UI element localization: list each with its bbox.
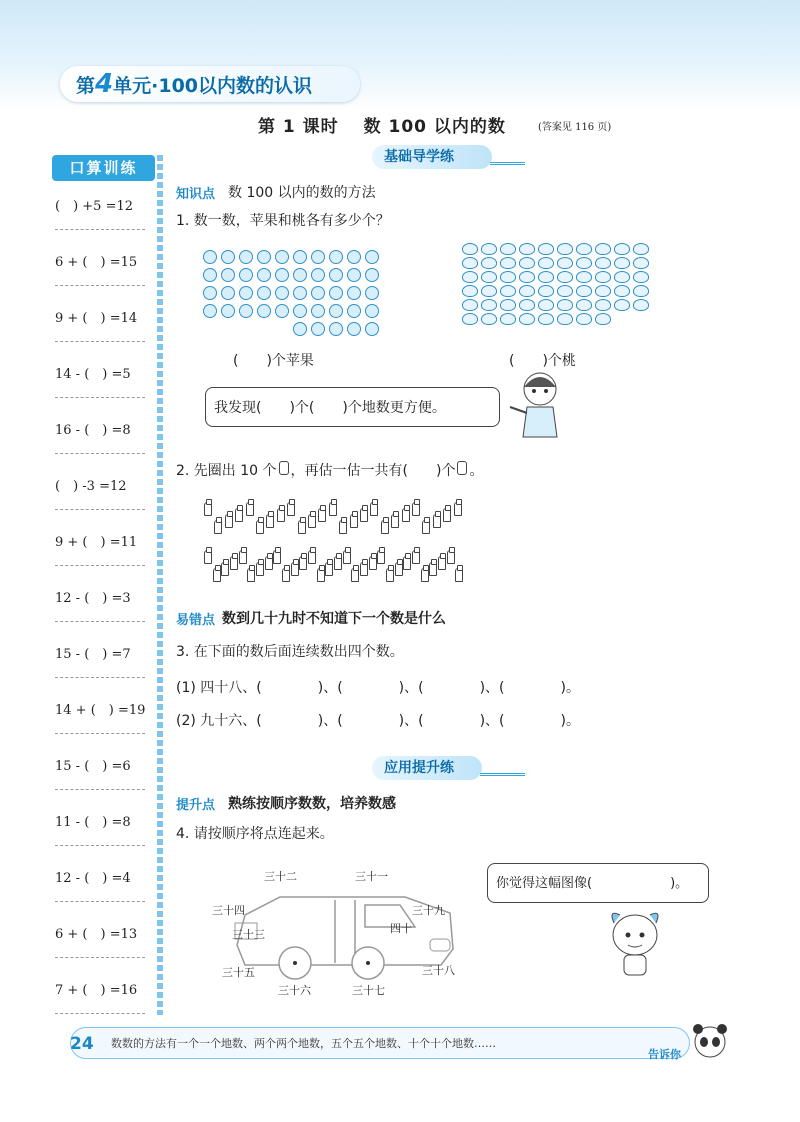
apple-icon <box>365 268 379 282</box>
apple-icon <box>275 304 289 318</box>
point-label: 三十九 <box>412 904 445 917</box>
basic-section-banner: 基础导学练 <box>372 145 492 169</box>
apple-icon <box>347 286 361 300</box>
oral-item: ( ) +5 =12 <box>55 199 134 214</box>
oral-item: 14 - ( ) =5 <box>55 367 131 382</box>
apple-icon <box>203 250 217 264</box>
bottle-icon <box>279 461 289 475</box>
peach-icon <box>614 299 630 311</box>
peach-icon <box>576 271 592 283</box>
peach-icon <box>538 243 554 255</box>
bottle-icon <box>369 556 377 570</box>
error-tag: 易错点 <box>176 613 216 628</box>
improve-text: 熟练按顺序数数，培养数感 <box>228 796 396 812</box>
bottle-icon <box>213 568 221 582</box>
bottle-icon <box>299 556 307 570</box>
apple-icon <box>203 268 217 282</box>
bottle-icon <box>447 550 455 564</box>
peach-icon <box>500 257 516 269</box>
peaches-answer: ( )个桃 <box>509 353 576 369</box>
apple-grid <box>203 250 383 340</box>
apple-icon <box>347 250 361 264</box>
oral-item: 7 + ( ) =16 <box>55 983 138 998</box>
peach-icon <box>614 271 630 283</box>
peach-icon <box>633 257 649 269</box>
peach-icon <box>557 243 573 255</box>
peach-icon <box>481 313 497 325</box>
point-label: 三十五 <box>222 966 255 979</box>
peach-icon <box>462 271 478 283</box>
bottle-icon <box>454 502 462 516</box>
oral-item: 9 + ( ) =11 <box>55 535 138 550</box>
bottle-icon <box>308 550 316 564</box>
peach-icon <box>519 271 535 283</box>
question-2-part-a: 2. 先圈出 10 个 <box>176 463 277 479</box>
question-4: 4. 请按顺序将点连起来。 <box>176 826 334 842</box>
bottle-icon <box>443 508 451 522</box>
apple-icon <box>239 268 253 282</box>
peach-icon <box>557 271 573 283</box>
bottle-icon <box>265 556 273 570</box>
peach-icon <box>500 313 516 325</box>
bottle-icon <box>386 568 394 582</box>
peach-grid <box>462 243 652 327</box>
question-3-item-1: (1) 四十八、( )、( )、( )、( )。 <box>176 680 580 696</box>
apple-icon <box>329 268 343 282</box>
apple-icon <box>221 268 235 282</box>
apple-icon <box>257 268 271 282</box>
apple-icon <box>293 250 307 264</box>
oral-separator <box>55 789 145 790</box>
peach-icon <box>557 313 573 325</box>
apple-icon <box>311 322 325 336</box>
peach-icon <box>462 299 478 311</box>
bottle-icon <box>291 562 299 576</box>
apple-icon <box>293 286 307 300</box>
unit-banner <box>60 66 360 102</box>
apple-icon <box>311 304 325 318</box>
peach-icon <box>481 285 497 297</box>
apple-icon <box>347 304 361 318</box>
bottle-icon <box>422 520 430 534</box>
apple-icon <box>221 250 235 264</box>
bottle-icon <box>429 562 437 576</box>
apple-icon <box>239 304 253 318</box>
question-2 <box>176 460 483 480</box>
apple-icon <box>347 322 361 336</box>
peach-icon <box>538 285 554 297</box>
oral-separator <box>55 901 145 902</box>
bottle-icon <box>391 514 399 528</box>
peach-icon <box>576 313 592 325</box>
peach-icon <box>557 285 573 297</box>
apple-icon <box>329 250 343 264</box>
unit-title: 100以内数的认识 <box>158 75 313 97</box>
oral-separator <box>55 341 145 342</box>
error-text: 数到几十九时不知道下一个数是什么 <box>222 611 446 627</box>
unit-prefix: 第 <box>76 75 96 97</box>
bottle-icon <box>360 562 368 576</box>
apple-icon <box>311 250 325 264</box>
bottle-icon <box>277 508 285 522</box>
peach-icon <box>576 285 592 297</box>
bottle-icon <box>318 508 326 522</box>
bottle-icon <box>256 562 264 576</box>
apple-icon <box>365 304 379 318</box>
oral-training-title: 口算训练 <box>52 155 155 181</box>
oral-separator <box>55 677 145 678</box>
oral-item: 16 - ( ) =8 <box>55 423 131 438</box>
answer-bubble: 你觉得这幅图像( )。 <box>487 863 709 903</box>
oral-separator <box>55 733 145 734</box>
peach-icon <box>633 243 649 255</box>
oral-separator <box>55 509 145 510</box>
apple-icon <box>275 268 289 282</box>
bottle-icon <box>204 502 212 516</box>
question-1: 1. 数一数，苹果和桃各有多少个？ <box>176 213 390 229</box>
apple-icon <box>365 322 379 336</box>
bottle-icon <box>214 520 222 534</box>
banner-tail <box>490 148 525 165</box>
peach-icon <box>595 243 611 255</box>
oral-item: 12 - ( ) =4 <box>55 871 131 886</box>
apple-icon <box>329 322 343 336</box>
panda-icon <box>690 1020 730 1064</box>
bottle-icon <box>455 568 463 582</box>
peach-icon <box>557 299 573 311</box>
oral-separator <box>55 453 145 454</box>
oral-separator <box>55 957 145 958</box>
bottle-icon <box>287 502 295 516</box>
peach-icon <box>519 257 535 269</box>
bottle-icon <box>221 562 229 576</box>
oral-separator <box>55 565 145 566</box>
apple-icon <box>257 304 271 318</box>
peach-icon <box>595 313 611 325</box>
unit-suffix: 单元 <box>113 75 152 97</box>
question-3-item-2: (2) 九十六、( )、( )、( )、( )。 <box>176 713 580 729</box>
apple-icon <box>293 304 307 318</box>
peach-icon <box>538 313 554 325</box>
oral-item: ( ) -3 =12 <box>55 479 127 494</box>
peach-icon <box>481 271 497 283</box>
apple-icon <box>239 286 253 300</box>
peach-icon <box>595 257 611 269</box>
question-2-part-c: 。 <box>469 463 484 479</box>
peach-icon <box>595 285 611 297</box>
oral-item: 12 - ( ) =3 <box>55 591 131 606</box>
improve-tag: 提升点 <box>176 798 216 813</box>
bottle-icon <box>334 556 342 570</box>
bottle-icon <box>412 502 420 516</box>
apple-icon <box>275 286 289 300</box>
bottle-icon <box>377 550 385 564</box>
oral-item: 15 - ( ) =7 <box>55 647 131 662</box>
apple-icon <box>257 250 271 264</box>
apply-section-banner: 应用提升练 <box>372 756 482 780</box>
oral-separator <box>55 229 145 230</box>
peach-icon <box>500 271 516 283</box>
apple-icon <box>329 286 343 300</box>
peach-icon <box>614 285 630 297</box>
peach-icon <box>462 313 478 325</box>
peach-icon <box>462 285 478 297</box>
bottle-icon <box>235 508 243 522</box>
peach-icon <box>481 299 497 311</box>
page-number: 24 <box>70 1034 94 1054</box>
peach-icon <box>500 285 516 297</box>
apple-icon <box>257 286 271 300</box>
bottle-icon <box>350 514 358 528</box>
peach-icon <box>538 271 554 283</box>
unit-number: 4 <box>95 69 114 99</box>
apple-icon <box>221 304 235 318</box>
tell-you-label: 告诉你 <box>648 1048 681 1061</box>
question-3: 3. 在下面的数后面连续数出四个数。 <box>176 644 404 660</box>
oral-separator <box>55 285 145 286</box>
bottle-icon <box>282 568 290 582</box>
apple-icon <box>311 268 325 282</box>
oral-separator <box>55 1013 145 1014</box>
peach-icon <box>500 243 516 255</box>
peach-icon <box>633 271 649 283</box>
column-divider <box>157 155 163 1015</box>
bottle-icon <box>256 520 264 534</box>
peach-icon <box>614 257 630 269</box>
bottle-icon <box>402 508 410 522</box>
peach-icon <box>557 257 573 269</box>
peach-icon <box>576 257 592 269</box>
bottle-icon <box>343 550 351 564</box>
banner-tail <box>480 759 525 776</box>
peach-icon <box>519 299 535 311</box>
bottle-icon <box>351 568 359 582</box>
peach-icon <box>519 243 535 255</box>
apple-icon <box>329 304 343 318</box>
point-label: 三十一 <box>355 870 388 883</box>
bottle-icon <box>204 550 212 564</box>
question-2-part-b: ，再估一估一共有( )个 <box>290 463 456 479</box>
point-label: 三十四 <box>212 904 245 917</box>
apple-icon <box>347 268 361 282</box>
apple-icon <box>293 322 307 336</box>
peach-icon <box>576 299 592 311</box>
peach-icon <box>595 271 611 283</box>
bottle-icon <box>360 508 368 522</box>
oral-separator <box>55 845 145 846</box>
peach-icon <box>633 299 649 311</box>
bottle-icon <box>433 514 441 528</box>
oral-item: 15 - ( ) =6 <box>55 759 131 774</box>
peach-icon <box>538 257 554 269</box>
oral-separator <box>55 397 145 398</box>
oral-separator <box>55 621 145 622</box>
bottle-icon <box>370 502 378 516</box>
oral-item: 11 - ( ) =8 <box>55 815 131 830</box>
peach-icon <box>462 243 478 255</box>
peach-icon <box>614 243 630 255</box>
peach-icon <box>462 257 478 269</box>
bottle-icon <box>230 556 238 570</box>
apple-icon <box>221 286 235 300</box>
bottle-icon <box>421 568 429 582</box>
footer-tip-bar: 数数的方法有一个一个地数、两个两个地数，五个五个地数、十个十个地数…… <box>70 1027 690 1059</box>
bottle-icon <box>329 502 337 516</box>
bottle-icon <box>308 514 316 528</box>
bottle-icon <box>339 520 347 534</box>
bottle-icon <box>412 550 420 564</box>
bottle-icon <box>246 502 254 516</box>
unit-dot: · <box>151 75 159 97</box>
lesson-title: 第 1 课时 数 100 以内的数 <box>258 117 506 137</box>
point-label: 三十三 <box>232 928 265 941</box>
peach-icon <box>500 299 516 311</box>
bottle-icon <box>247 568 255 582</box>
peach-icon <box>633 285 649 297</box>
oral-item: 6 + ( ) =13 <box>55 927 138 942</box>
girl-illustration <box>505 367 565 439</box>
bottle-icon <box>298 520 306 534</box>
bottle-icon <box>395 562 403 576</box>
peach-icon <box>595 299 611 311</box>
knowledge-text: 数 100 以内的数的方法 <box>228 185 376 201</box>
peach-icon <box>538 299 554 311</box>
goat-illustration <box>600 905 670 980</box>
bottle-icon <box>403 556 411 570</box>
peach-icon <box>576 243 592 255</box>
point-label: 四十 <box>390 922 412 935</box>
apple-icon <box>203 304 217 318</box>
peach-icon <box>481 243 497 255</box>
knowledge-tag: 知识点 <box>176 187 216 202</box>
point-label: 三十七 <box>352 984 385 997</box>
answer-reference: (答案见 116 页) <box>538 122 612 133</box>
bottle-icon <box>381 520 389 534</box>
apple-icon <box>275 250 289 264</box>
apples-answer: ( )个苹果 <box>233 353 314 369</box>
apple-icon <box>365 286 379 300</box>
peach-icon <box>481 257 497 269</box>
point-label: 三十六 <box>278 984 311 997</box>
apple-icon <box>311 286 325 300</box>
bottle-icon <box>457 461 467 475</box>
peach-icon <box>519 313 535 325</box>
bottle-icon <box>273 550 281 564</box>
apple-icon <box>203 286 217 300</box>
point-label: 三十二 <box>264 870 297 883</box>
bottle-cluster <box>200 492 470 587</box>
apple-icon <box>239 250 253 264</box>
oral-item: 14 + ( ) =19 <box>55 703 146 718</box>
point-label: 三十八 <box>422 964 455 977</box>
bottle-icon <box>438 556 446 570</box>
apple-icon <box>293 268 307 282</box>
bottle-icon <box>325 562 333 576</box>
bottle-icon <box>317 568 325 582</box>
bottle-icon <box>225 514 233 528</box>
peach-icon <box>519 285 535 297</box>
oral-item: 6 + ( ) =15 <box>55 255 138 270</box>
speech-bubble: 我发现( )个( )个地数更方便。 <box>205 387 500 427</box>
oral-item: 9 + ( ) =14 <box>55 311 138 326</box>
bottle-icon <box>266 514 274 528</box>
bottle-icon <box>239 550 247 564</box>
apple-icon <box>365 250 379 264</box>
